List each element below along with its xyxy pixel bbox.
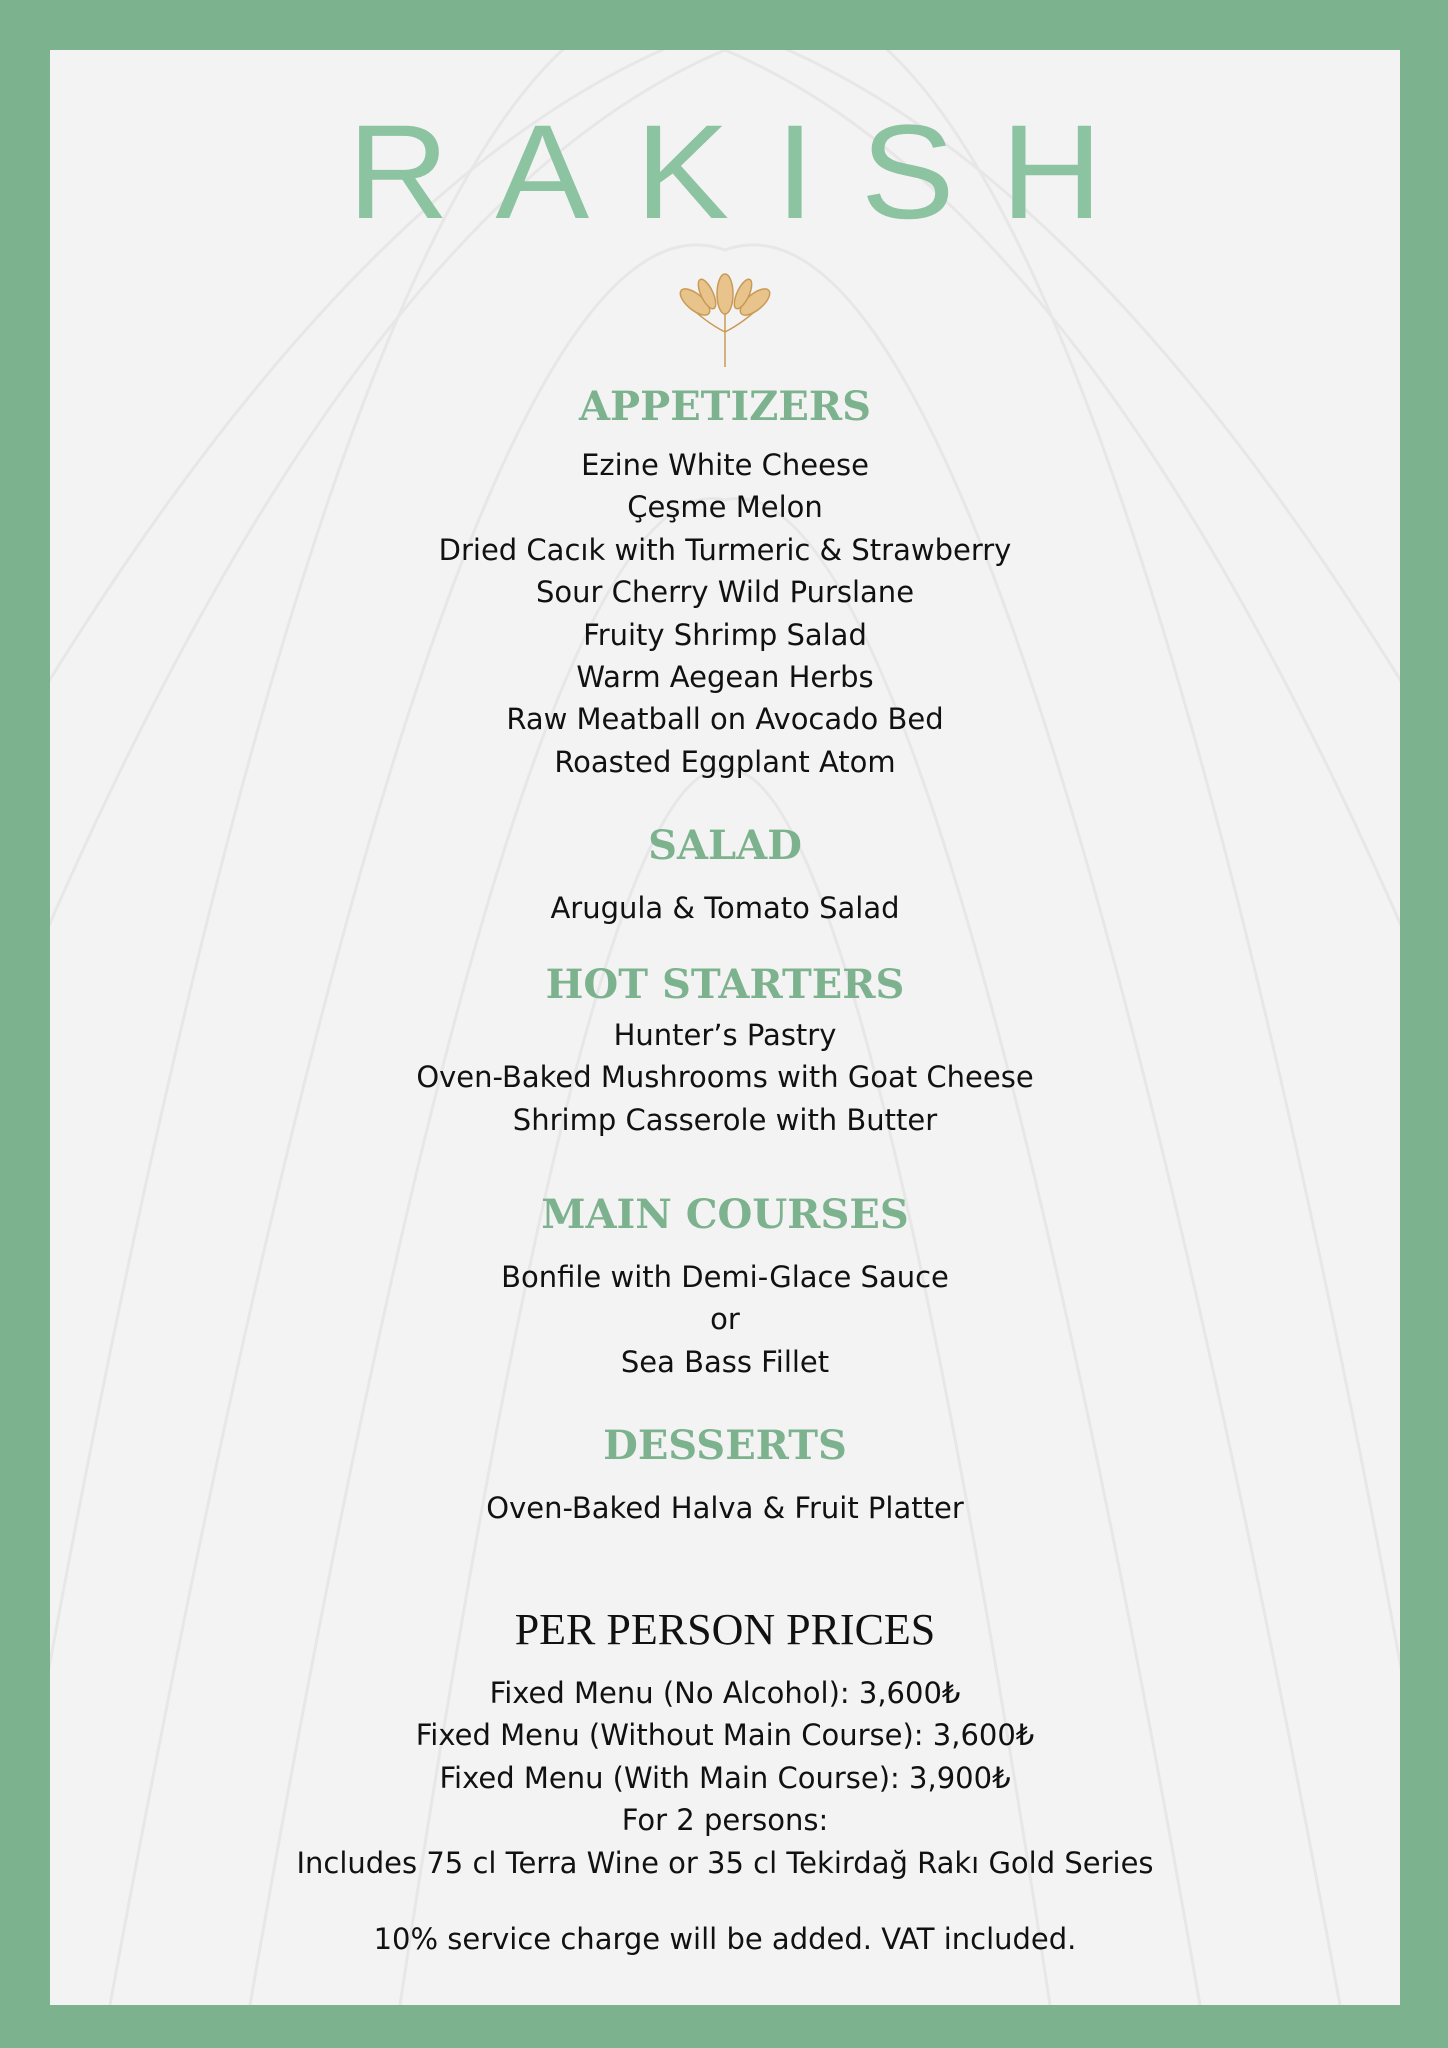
- salad-section: [50, 821, 1400, 929]
- price-line: Fixed Menu (Without Main Course): 3,600₺: [415, 1718, 1035, 1753]
- section-title: MAIN COURSES: [541, 1191, 909, 1238]
- menu-item: Fruity Shrimp Salad: [583, 617, 867, 652]
- price-line: For 2 persons:: [621, 1803, 829, 1838]
- menu-item: Dried Cacık with Turmeric & Strawberry: [438, 532, 1012, 567]
- section-title: APPETIZERS: [579, 383, 871, 430]
- menu-item: Oven-Baked Halva & Fruit Platter: [486, 1491, 964, 1525]
- price-line: Fixed Menu (No Alcohol): 3,600₺: [489, 1676, 961, 1710]
- main-courses-section: [50, 1190, 1400, 1383]
- menu-item: Hunter’s Pastry: [613, 1018, 837, 1052]
- prices-section: [50, 1602, 1400, 1960]
- menu-item: Oven-Baked Mushrooms with Goat Cheese: [416, 1060, 1034, 1095]
- brand-logo: RAKISH: [347, 98, 1149, 247]
- menu-item: Roasted Eggplant Atom: [554, 744, 896, 779]
- menu-item: Warm Aegean Herbs: [576, 660, 874, 695]
- menu-item: Shrimp Casserole with Butter: [512, 1102, 938, 1137]
- service-note: 10% service charge will be added. VAT included.: [373, 1922, 1077, 1957]
- prices-title: PER PERSON PRICES: [514, 1605, 936, 1654]
- desserts-section: [50, 1421, 1400, 1529]
- menu-item: Sea Bass Fillet: [620, 1344, 830, 1379]
- hot-starters-section: [50, 960, 1400, 1141]
- menu-item: Arugula & Tomato Salad: [550, 891, 900, 925]
- section-title: DESSERTS: [603, 1422, 847, 1469]
- price-line: Includes 75 cl Terra Wine or 35 cl Tekirdağ Rakı Gold Series: [296, 1845, 1154, 1880]
- menu-item: Ezine White Cheese: [581, 448, 869, 482]
- menu-item: Bonfile with Demi-Glace Sauce: [501, 1260, 949, 1294]
- section-title: SALAD: [648, 822, 802, 869]
- menu-item: Çeşme Melon: [627, 490, 823, 525]
- menu-item: Sour Cherry Wild Purslane: [535, 575, 915, 610]
- menu-item: or: [710, 1302, 740, 1337]
- menu-card: [50, 50, 1400, 2005]
- section-title: HOT STARTERS: [545, 961, 905, 1008]
- wheat-icon: [665, 272, 785, 372]
- appetizers-section: [50, 382, 1400, 783]
- price-line: Fixed Menu (With Main Course): 3,900₺: [439, 1760, 1011, 1795]
- menu-item: Raw Meatball on Avocado Bed: [506, 702, 944, 737]
